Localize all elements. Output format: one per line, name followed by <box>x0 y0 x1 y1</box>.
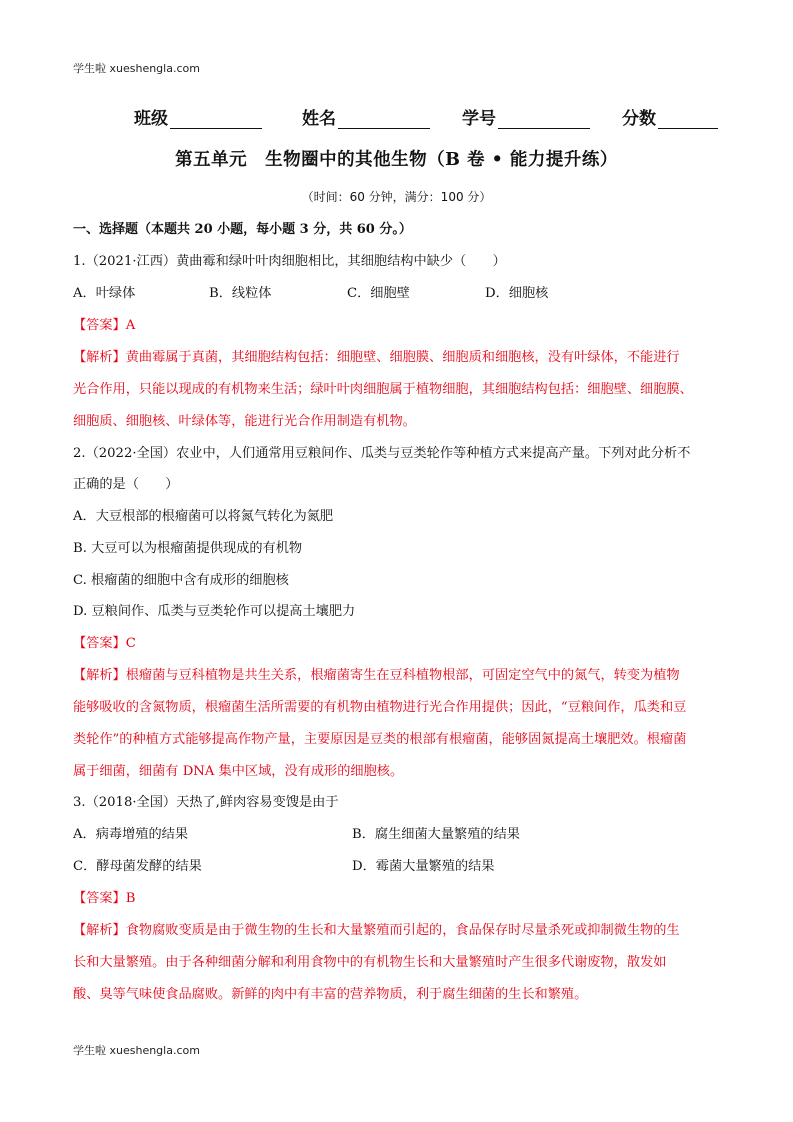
q3-analysis-line: 【解析】食物腐败变质是由于微生物的生长和大量繁殖而引起的，食品保存时尽量杀死或抑制微生物的生 <box>73 923 680 938</box>
site-header: 学生啦 xueshengla.com <box>73 62 200 75</box>
class-field <box>134 104 262 129</box>
class-blank[interactable] <box>170 108 262 129</box>
page-title: 第五单元 生物圈中的其他生物（B 卷 • 能力提升练） <box>175 150 618 170</box>
q1-option-d: D．细胞核 <box>485 286 549 301</box>
q1-answer: 【答案】A <box>73 318 136 333</box>
q1-option-b: B．线粒体 <box>209 286 272 301</box>
q2-stem-line: 正确的是（ ） <box>73 477 179 492</box>
q1-analysis-line: 细胞质、细胞核、叶绿体等，能进行光合作用制造有机物。 <box>73 414 416 429</box>
student-info-fields <box>134 104 724 128</box>
q2-analysis-line: 能够吸收的含氮物质，根瘤菌生活所需要的有机物由植物进行光合作用提供；因此，“豆粮间作，瓜类和豆 <box>73 700 687 715</box>
q2-analysis-line: 属于细菌，细菌有 DNA 集中区域，没有成形的细胞核。 <box>73 764 404 779</box>
q2-answer: 【答案】C <box>73 636 136 651</box>
id-field <box>462 104 590 129</box>
score-blank[interactable] <box>658 108 718 129</box>
q2-option-b: B. 大豆可以为根瘤菌提供现成的有机物 <box>73 541 303 556</box>
q3-option-b: B．腐生细菌大量繁殖的结果 <box>352 827 520 842</box>
score-field <box>622 104 718 129</box>
section-heading: 一、选择题（本题共 20 小题，每小题 3 分，共 60 分。） <box>73 222 412 237</box>
q1-stem: 1.（2021·江西）黄曲霉和绿叶叶肉细胞相比，其细胞结构中缺少（ ） <box>73 254 506 269</box>
q2-option-a: A．大豆根部的根瘤菌可以将氮气转化为氮肥 <box>73 509 334 524</box>
q2-option-d: D. 豆粮间作、瓜类与豆类轮作可以提高土壤肥力 <box>73 604 356 619</box>
q1-option-a: A．叶绿体 <box>73 286 136 301</box>
id-label: 学号 <box>462 109 496 129</box>
name-blank[interactable] <box>338 108 430 129</box>
q3-analysis-line: 长和大量繁殖。由于各种细菌分解和利用食物中的有机物生长和大量繁殖时产生很多代谢废物，散发如 <box>73 955 667 970</box>
q1-analysis-line: 【解析】黄曲霉属于真菌，其细胞结构包括：细胞壁、细胞膜、细胞质和细胞核，没有叶绿体，不能进行 <box>73 350 680 365</box>
q2-analysis-line: 【解析】根瘤菌与豆科植物是共生关系，根瘤菌寄生在豆科植物根部，可固定空气中的氮气，转变为植物 <box>73 668 680 683</box>
q3-stem: 3.（2018·全国）天热了,鲜肉容易变馊是由于 <box>73 795 339 810</box>
q3-option-a: A．病毒增殖的结果 <box>73 827 189 842</box>
name-label: 姓名 <box>302 109 336 129</box>
name-field <box>302 104 430 129</box>
class-label: 班级 <box>134 109 168 129</box>
id-blank[interactable] <box>498 108 590 129</box>
q1-analysis-line: 光合作用，只能以现成的有机物来生活；绿叶叶肉细胞属于植物细胞，其细胞结构包括：细胞壁、细胞膜、 <box>73 382 693 397</box>
page-subtitle: （时间：60 分钟，满分：100 分） <box>301 190 492 204</box>
q2-option-c: C. 根瘤菌的细胞中含有成形的细胞核 <box>73 573 289 588</box>
score-label: 分数 <box>622 109 656 129</box>
q3-option-d: D．霉菌大量繁殖的结果 <box>352 859 495 874</box>
q3-analysis-line: 酸、臭等气味使食品腐败。新鲜的肉中有丰富的营养物质，利于腐生细菌的生长和繁殖。 <box>73 987 588 1002</box>
q1-option-c: C．细胞壁 <box>347 286 410 301</box>
q2-analysis-line: 类轮作”的种植方式能够提高作物产量，主要原因是豆类的根部有根瘤菌，能够固氮提高土壤肥效。根瘤菌 <box>73 732 687 747</box>
q3-option-c: C．酵母菌发酵的结果 <box>73 859 202 874</box>
q2-stem-line: 2.（2022·全国）农业中，人们通常用豆粮间作、瓜类与豆类轮作等种植方式来提高产量。下列对此分析不 <box>73 446 691 461</box>
site-footer: 学生啦 xueshengla.com <box>73 1044 200 1057</box>
q3-answer: 【答案】B <box>73 891 136 906</box>
